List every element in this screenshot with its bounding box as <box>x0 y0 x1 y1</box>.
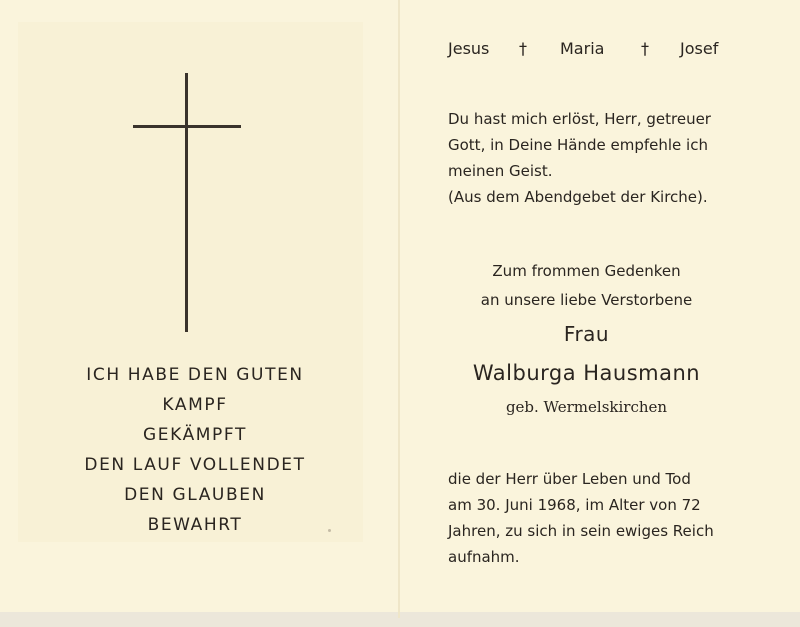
card-bottom-edge <box>0 612 800 627</box>
cross-icon-vertical <box>185 73 188 332</box>
prayer-line: Du hast mich erlöst, Herr, getreuer <box>448 110 711 128</box>
death-line: am 30. Juni 1968, im Alter von 72 <box>448 496 701 514</box>
death-notice <box>448 466 733 570</box>
holy-family-header <box>448 39 725 63</box>
birth-name: geb. Wermelskirchen <box>505 398 668 416</box>
paper-speck <box>328 529 331 532</box>
memorial-intro <box>448 257 725 315</box>
verse-line: DEN GLAUBEN <box>124 485 266 505</box>
header-josef: Josef <box>680 39 719 58</box>
header-jesus: Jesus <box>448 39 490 58</box>
prayer-line: (Aus dem Abendgebet der Kirche). <box>448 188 708 206</box>
prayer-line: meinen Geist. <box>448 162 553 180</box>
verse-line: ICH HABE DEN GUTEN <box>86 365 304 385</box>
verse-line: GEKÄMPFT <box>143 425 247 445</box>
memorial-line: an unsere liebe Verstorbene <box>480 291 693 309</box>
death-line: Jahren, zu sich in sein ewiges Reich <box>448 522 714 540</box>
dagger-icon: † <box>641 39 649 58</box>
verse-line: KAMPF <box>162 395 228 415</box>
death-line: die der Herr über Leben und Tod <box>448 470 691 488</box>
header-maria: Maria <box>560 39 605 58</box>
deceased-title: Frau <box>563 322 610 346</box>
prayer-text <box>448 106 733 210</box>
deceased-name: Walburga Hausmann <box>472 361 701 385</box>
card-fold-line <box>398 0 400 618</box>
prayer-line: Gott, in Deine Hände empfehle ich <box>448 136 708 154</box>
dagger-icon: † <box>519 39 527 58</box>
death-line: aufnahm. <box>448 548 520 566</box>
verse-line: BEWAHRT <box>147 515 243 535</box>
bible-verse <box>40 360 350 540</box>
memorial-line: Zum frommen Gedenken <box>492 262 681 280</box>
cross-icon-horizontal <box>133 125 241 128</box>
verse-line: DEN LAUF VOLLENDET <box>84 455 306 475</box>
